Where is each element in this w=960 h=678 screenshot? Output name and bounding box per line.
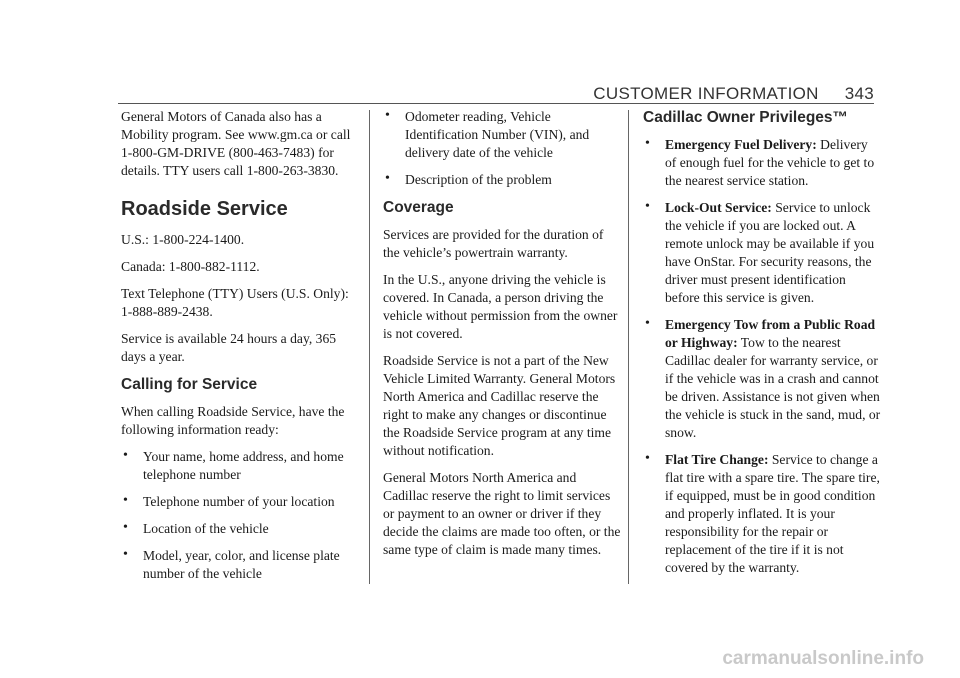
us-phone: U.S.: 1-800-224-1400. xyxy=(121,232,245,247)
coverage-heading: Coverage xyxy=(383,199,454,216)
bullet-icon: • xyxy=(645,316,650,331)
privilege-term: Emergency Tow from a Public Road or Highway: xyxy=(665,317,876,350)
column-3 xyxy=(643,108,881,586)
bullet-icon: • xyxy=(123,493,128,508)
column-1 xyxy=(121,108,361,592)
privilege-text: Service to change a flat tire with a spare tire. The spare tire, if equipped, must be in good condition and properly inflated. It is your responsibility for the repair or replacement of the tire if it is not covered by the warranty. xyxy=(665,452,880,575)
list-item xyxy=(643,199,881,307)
list-item-text: Your name, home address, and home telephone number xyxy=(143,449,344,482)
bullet-icon: • xyxy=(123,547,128,562)
privilege-text: Service to unlock the vehicle if you are locked out. A remote unlock may be available if you have OnStar. For security reasons, the driver must present identification before this service is given. xyxy=(665,200,875,305)
header-rule xyxy=(118,103,874,104)
list-item xyxy=(121,520,361,538)
list-item xyxy=(121,547,361,583)
page-header xyxy=(593,84,874,104)
bullet-icon: • xyxy=(645,136,650,151)
column-2 xyxy=(383,108,623,568)
roadside-service-heading: Roadside Service xyxy=(121,198,288,220)
coverage-duration: Services are provided for the duration of the vehicle’s powertrain warranty. xyxy=(383,227,604,260)
privilege-text: Tow to the nearest Cadillac dealer for warranty service, or if the vehicle was in a crash and cannot be driven. Assistance is not given when the vehicle is stuck in the sand, mud, or snow. xyxy=(665,335,881,440)
privilege-term: Emergency Fuel Delivery: xyxy=(665,137,817,152)
info-list-continued xyxy=(383,108,623,189)
coverage-who: In the U.S., anyone driving the vehicle is covered. In Canada, a person driving the vehicle without permission from the owner is not covered. xyxy=(383,272,618,341)
list-item-text: Model, year, color, and license plate number of the vehicle xyxy=(143,548,340,581)
coverage-warranty-note: Roadside Service is not a part of the New Vehicle Limited Warranty. General Motors North America and Cadillac reserve the right to make any changes or discontinue the Roadside Service program at any time without notification. xyxy=(383,353,616,458)
list-item xyxy=(121,448,361,484)
bullet-icon: • xyxy=(645,451,650,466)
privilege-term: Flat Tire Change: xyxy=(665,452,769,467)
column-divider xyxy=(369,110,370,584)
list-item xyxy=(643,451,881,577)
privilege-text: Delivery of enough fuel for the vehicle to get to the nearest service station. xyxy=(665,137,875,188)
section-title: CUSTOMER INFORMATION xyxy=(593,84,819,103)
bullet-icon: • xyxy=(385,108,390,123)
privilege-term: Lock-Out Service: xyxy=(665,200,772,215)
tty-phone: Text Telephone (TTY) Users (U.S. Only): 1-888-889-2438. xyxy=(121,286,349,319)
bullet-icon: • xyxy=(385,171,390,186)
owner-privileges-heading: Cadillac Owner Privileges™ xyxy=(643,109,849,126)
bullet-icon: • xyxy=(123,448,128,463)
canada-phone: Canada: 1-800-882-1112. xyxy=(121,259,260,274)
list-item xyxy=(383,171,623,189)
coverage-limits: General Motors North America and Cadillac reserve the right to limit services or payment to an owner or driver if they decide the claims are made too often, or the same type of claim is made many times. xyxy=(383,470,621,557)
watermark: carmanualsonline.info xyxy=(722,648,924,669)
list-item xyxy=(643,316,881,442)
privileges-list xyxy=(643,136,881,577)
list-item xyxy=(383,108,623,162)
calling-for-service-heading: Calling for Service xyxy=(121,376,258,393)
list-item-text: Telephone number of your location xyxy=(143,494,335,509)
mobility-paragraph: General Motors of Canada also has a Mobility program. See www.gm.ca or call 1-800-GM-DRIVE (800-463-7483) for details. TTY users call 1-800-263-3830. xyxy=(121,109,351,178)
availability-text: Service is available 24 hours a day, 365 days a year. xyxy=(121,331,337,364)
page-number: 343 xyxy=(844,84,874,103)
list-item-text: Odometer reading, Vehicle Identification Number (VIN), and delivery date of the vehicle xyxy=(405,109,590,160)
bullet-icon: • xyxy=(645,199,650,214)
list-item-text: Location of the vehicle xyxy=(143,521,269,536)
column-divider xyxy=(628,110,629,584)
list-item xyxy=(121,493,361,511)
calling-intro: When calling Roadside Service, have the following information ready: xyxy=(121,404,345,437)
list-item-text: Description of the problem xyxy=(405,172,552,187)
list-item xyxy=(643,136,881,190)
bullet-icon: • xyxy=(123,520,128,535)
info-list xyxy=(121,448,361,583)
